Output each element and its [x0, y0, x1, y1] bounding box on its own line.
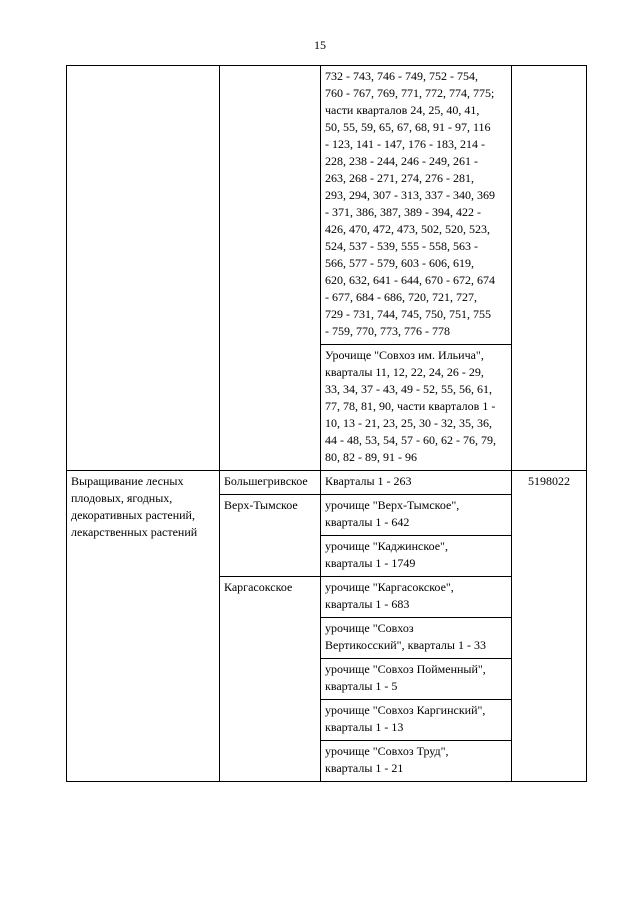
quarters-line: 729 - 731, 744, 745, 750, 751, 755 — [325, 307, 491, 321]
quarters-line: урочище "Совхоз Каргинский", — [325, 703, 486, 717]
quarters-cell — [321, 345, 512, 471]
quarters-lines — [325, 743, 507, 777]
quarters-line: кварталы 1 - 642 — [325, 515, 410, 529]
quarters-cell — [321, 495, 512, 536]
quarters-line: - 371, 386, 387, 389 - 394, 422 - — [325, 205, 481, 219]
quarters-line: 44 - 48, 53, 54, 57 - 60, 62 - 76, 79, — [325, 433, 496, 447]
quarters-line: кварталы 1 - 13 — [325, 720, 404, 734]
quarters-line: Кварталы 1 - 263 — [325, 474, 412, 488]
page-number: 15 — [314, 38, 326, 52]
forestry-name: Каргасокское — [220, 577, 321, 782]
quarters-line: 524, 537 - 539, 555 - 558, 563 - — [325, 239, 478, 253]
quarters-cell — [321, 618, 512, 659]
quarters-lines — [325, 620, 507, 654]
quarters-line: кварталы 1 - 1749 — [325, 556, 416, 570]
quarters-cell — [321, 66, 512, 345]
quarters-line: - 759, 770, 773, 776 - 778 — [325, 324, 450, 338]
quarters-lines — [325, 497, 507, 531]
quarters-cell — [321, 659, 512, 700]
quarters-line: кварталы 11, 12, 22, 24, 26 - 29, — [325, 365, 484, 379]
quarters-line: урочище "Совхоз Труд", — [325, 744, 449, 758]
quarters-line: - 677, 684 - 686, 720, 721, 727, — [325, 290, 477, 304]
quarters-line: 80, 82 - 89, 91 - 96 — [325, 450, 417, 464]
quarters-line: Урочище "Совхоз им. Ильича", — [325, 348, 484, 362]
activity-cell — [67, 66, 220, 471]
quarters-line: урочище "Верх-Тымское", — [325, 498, 460, 512]
quarters-line: 10, 13 - 21, 23, 25, 30 - 32, 35, 36, — [325, 416, 492, 430]
quarters-line: урочище "Каджинское", — [325, 539, 448, 553]
code-cell — [512, 66, 587, 471]
forestry-name: Большегривское — [220, 471, 321, 495]
activity-code: 5198022 — [512, 471, 587, 782]
quarters-lines — [325, 347, 507, 466]
table-row — [67, 66, 587, 345]
activity-lines — [71, 473, 215, 541]
quarters-lines — [325, 579, 507, 613]
quarters-lines — [325, 68, 507, 340]
quarters-line: 293, 294, 307 - 313, 337 - 340, 369 — [325, 188, 495, 202]
quarters-line: 50, 55, 59, 65, 67, 68, 91 - 97, 116 — [325, 120, 491, 134]
quarters-cell — [321, 536, 512, 577]
table-row — [67, 471, 587, 495]
quarters-line: - 123, 141 - 147, 176 - 183, 214 - — [325, 137, 485, 151]
quarters-line: кварталы 1 - 683 — [325, 597, 410, 611]
quarters-line: 426, 470, 472, 473, 502, 520, 523, — [325, 222, 490, 236]
quarters-lines — [325, 538, 507, 572]
quarters-line: 228, 238 - 244, 246 - 249, 261 - — [325, 154, 478, 168]
forest-use-table — [66, 65, 587, 782]
quarters-cell — [321, 741, 512, 782]
quarters-line: кварталы 1 - 21 — [325, 761, 404, 775]
activity-line: декоративных растений, — [71, 508, 195, 522]
quarters-lines — [325, 702, 507, 736]
quarters-line: 732 - 743, 746 - 749, 752 - 754, — [325, 69, 478, 83]
quarters-cell — [321, 700, 512, 741]
quarters-lines — [325, 473, 507, 490]
quarters-line: 77, 78, 81, 90, части кварталов 1 - — [325, 399, 496, 413]
quarters-line: 566, 577 - 579, 603 - 606, 619, — [325, 256, 474, 270]
quarters-line: 620, 632, 641 - 644, 670 - 672, 674 — [325, 273, 495, 287]
quarters-line: урочище "Совхоз Пойменный", — [325, 662, 486, 676]
quarters-line: 760 - 767, 769, 771, 772, 774, 775; — [325, 86, 495, 100]
activity-line: плодовых, ягодных, — [71, 491, 173, 505]
quarters-line: урочище "Совхоз — [325, 621, 414, 635]
quarters-line: 263, 268 - 271, 274, 276 - 281, — [325, 171, 474, 185]
quarters-lines — [325, 661, 507, 695]
quarters-line: Вертикосский", кварталы 1 - 33 — [325, 638, 486, 652]
quarters-line: 33, 34, 37 - 43, 49 - 52, 55, 56, 61, — [325, 382, 492, 396]
forestry-name: Верх-Тымское — [220, 495, 321, 577]
forestry-cell — [220, 66, 321, 471]
activity-line: лекарственных растений — [71, 525, 198, 539]
quarters-line: части кварталов 24, 25, 40, 41, — [325, 103, 480, 117]
activity-line: Выращивание лесных — [71, 474, 184, 488]
quarters-cell — [321, 577, 512, 618]
activity-cell — [67, 471, 220, 782]
quarters-line: урочище "Каргасокское", — [325, 580, 454, 594]
quarters-line: кварталы 1 - 5 — [325, 679, 398, 693]
quarters-cell — [321, 471, 512, 495]
